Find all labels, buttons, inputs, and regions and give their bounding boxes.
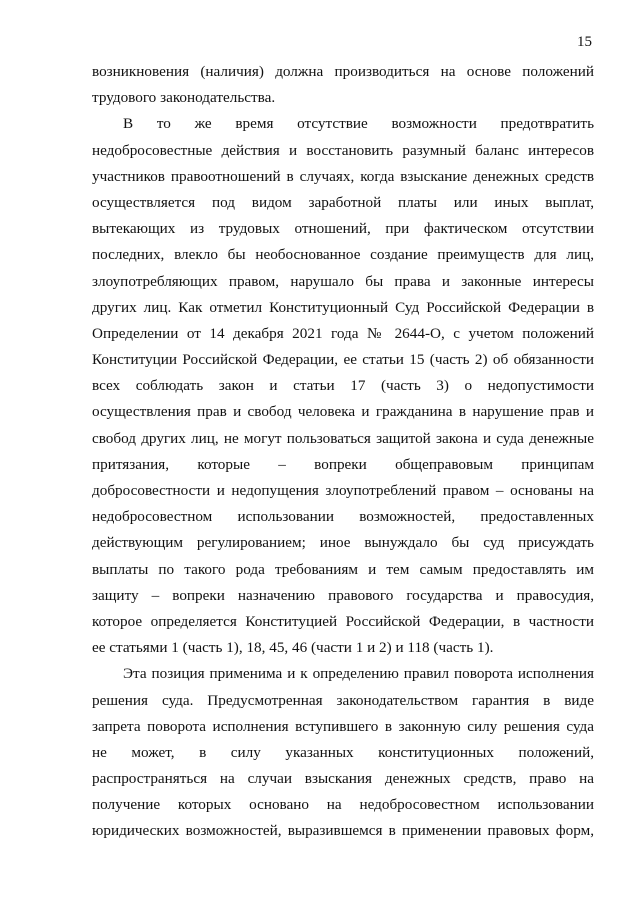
text-line: возникновения (наличия) должна производиться на основе положений [92, 63, 594, 80]
text-line: последних, влекло бы необоснованное создание преимуществ для лиц, [92, 246, 594, 264]
text-line: защиту – вопреки назначению правового государства и правосудия, [92, 586, 594, 604]
text-line: запрета поворота исполнения вступившего в законную силу решения суда [92, 717, 594, 735]
text-line: ее статьями 1 (часть 1), 18, 45, 46 (части 1 и 2) и 118 (часть 1). [92, 639, 494, 657]
text-line: не может, в силу указанных конституционных положений, [92, 743, 594, 761]
text-line: недобросовестном использовании возможностей, предоставленных [92, 508, 594, 526]
paragraph [92, 59, 594, 111]
text-line: вытекающих из трудовых отношений, при фактическом отсутствии [92, 220, 594, 238]
text-line: недобросовестные действия и восстановить разумный баланс интересов [92, 141, 594, 159]
text-line: осуществления прав и свобод человека и гражданина в нарушение прав и [92, 403, 594, 421]
text-line: всех соблюдать закон и статьи 17 (часть 3) о недопустимости [92, 377, 594, 395]
text-line: которое определяется Конституцией Российской Федерации, в частности [92, 612, 594, 630]
text-line: выплаты по такого рода требованиям и тем самым предоставлять им [92, 560, 594, 578]
text-line: действующим регулированием; иное вынуждало бы суд присуждать [92, 534, 594, 552]
text-line: злоупотребляющих правом, нарушало бы права и законные интересы [92, 272, 594, 290]
paragraph [92, 661, 594, 844]
text-line: юридических возможностей, выразившемся в применении правовых форм, [92, 822, 594, 840]
text-line: Конституции Российской Федерации, ее статьи 15 (часть 2) об обязанности [92, 351, 594, 369]
text-line: распространяться на случаи взыскания денежных средств, право на [92, 770, 594, 788]
text-line: В то же время отсутствие возможности предотвратить [123, 115, 594, 133]
document-body [92, 59, 594, 845]
text-line: Определении от 14 декабря 2021 года № 2644-О, с учетом положений [92, 324, 594, 342]
page-number: 15 [577, 34, 592, 50]
text-line: получение которых основано на недобросовестном использовании [92, 796, 594, 814]
text-line: решения суда. Предусмотренная законодательством гарантия в виде [92, 691, 594, 709]
text-line: участников правоотношений в случаях, когда взыскание денежных средств [92, 167, 594, 185]
text-line: других лиц. Как отметил Конституционный Суд Российской Федерации в [92, 298, 594, 316]
text-line: свобод других лиц, не могут пользоваться защитой закона и суда денежные [92, 429, 594, 447]
text-line: трудового законодательства. [92, 89, 276, 107]
text-line: Эта позиция применима и к определению правил поворота исполнения [123, 665, 594, 683]
text-line: притязания, которые – вопреки общеправовым принципам [92, 455, 594, 473]
text-line: осуществляется под видом заработной платы или иных выплат, [92, 193, 594, 211]
paragraph [92, 111, 594, 661]
text-line: добросовестности и недопущения злоупотреблений правом – основаны на [92, 482, 594, 499]
